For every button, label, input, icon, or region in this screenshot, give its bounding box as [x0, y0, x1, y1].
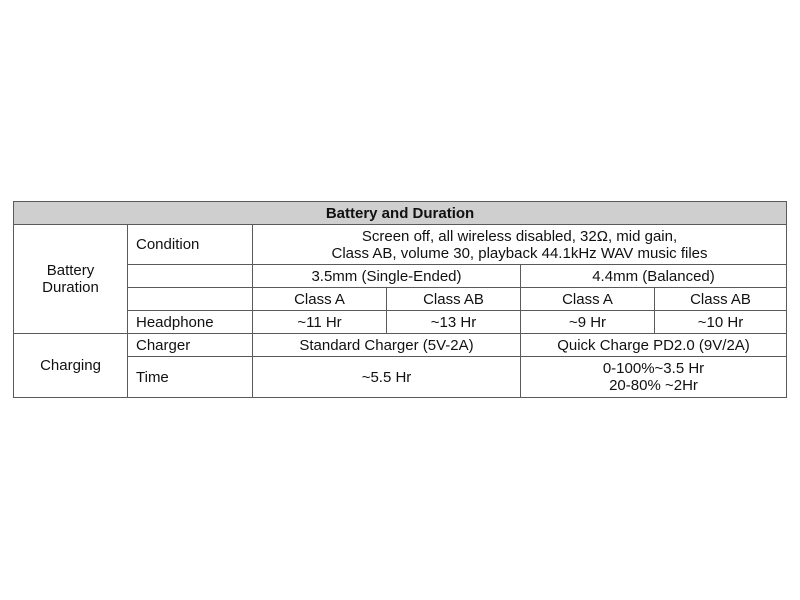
table-title: Battery and Duration [14, 202, 787, 225]
quick-charge-time-line: 20-80% ~2Hr [609, 377, 698, 394]
standard-charger-value: Standard Charger (5V-2A) [253, 334, 521, 357]
output-single-ended: 3.5mm (Single-Ended) [253, 265, 521, 288]
group-label-line: Duration [42, 279, 99, 296]
duration-value: ~9 Hr [521, 311, 655, 334]
class-header: Class AB [387, 288, 521, 311]
standard-charge-time: ~5.5 Hr [253, 357, 521, 398]
table-row [14, 288, 787, 311]
duration-value: ~10 Hr [655, 311, 787, 334]
class-header: Class A [521, 288, 655, 311]
table-row [14, 225, 787, 265]
condition-line: Screen off, all wireless disabled, 32Ω, mid gain, [361, 227, 678, 245]
output-balanced: 4.4mm (Balanced) [521, 265, 787, 288]
charger-label: Charger [128, 334, 253, 357]
quick-charger-value: Quick Charge PD2.0 (9V/2A) [521, 334, 787, 357]
time-label: Time [128, 357, 253, 398]
quick-charge-time [521, 357, 787, 398]
table-row [14, 334, 787, 357]
class-header: Class A [253, 288, 387, 311]
condition-label: Condition [128, 225, 253, 265]
class-header: Class AB [655, 288, 787, 311]
quick-charge-time-line: 0-100%~3.5 Hr [602, 360, 705, 377]
empty-cell [128, 265, 253, 288]
condition-value [253, 225, 787, 265]
duration-value: ~13 Hr [387, 311, 521, 334]
charging-group-cell: Charging [14, 334, 128, 398]
empty-cell [128, 288, 253, 311]
group-label-line: Battery [46, 262, 95, 279]
table-title-row [14, 202, 787, 225]
battery-duration-group-cell [14, 225, 128, 334]
headphone-label: Headphone [128, 311, 253, 334]
table-row [14, 311, 787, 334]
duration-value: ~11 Hr [253, 311, 387, 334]
table-row [14, 265, 787, 288]
condition-line: Class AB, volume 30, playback 44.1kHz WAV music files [331, 244, 708, 262]
battery-duration-table [13, 201, 787, 398]
table-row [14, 357, 787, 398]
